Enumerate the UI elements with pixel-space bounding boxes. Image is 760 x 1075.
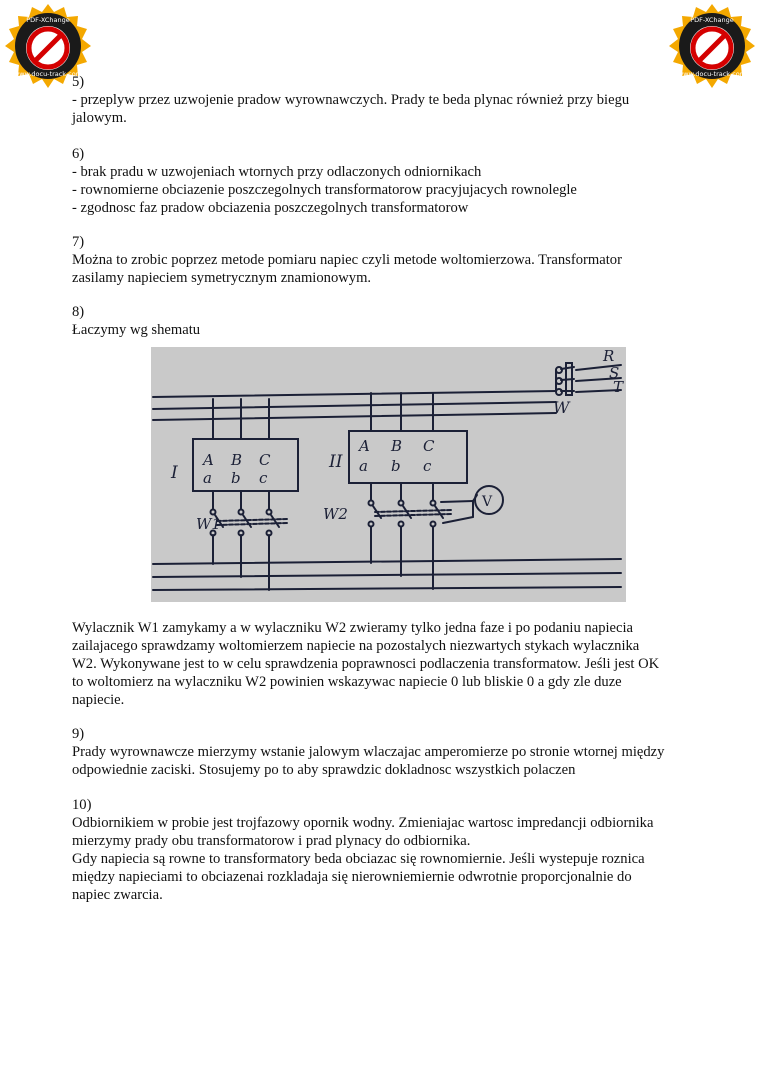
terminal-label: c (259, 469, 268, 487)
no-sign-icon (26, 26, 70, 70)
phase-label: T (613, 378, 624, 396)
terminal-label: b (391, 457, 401, 475)
text-line: W2. Wykonywane jest to w celu sprawdzenia poprawnosci podlaczenia transformatow. Jeśli jest OK (72, 656, 660, 672)
terminal-label: c (423, 457, 432, 475)
text-line: Łaczymy wg shematu (72, 322, 201, 338)
text-line: Gdy napiecia są rowne to transformatory beda obciazac się rownomiernie. Jeśli wystepuje roznica (72, 851, 645, 867)
text-line: - zgodnosc faz pradow obciazenia poszczegolnych transformatorow (72, 200, 469, 216)
terminal-label: B (391, 437, 403, 455)
switch-label: W1 (196, 515, 221, 533)
watermark-brand: PDF-XChange (26, 16, 70, 24)
terminal-label: b (231, 469, 241, 487)
terminal-label: a (203, 469, 212, 487)
section-6 (72, 145, 712, 217)
watermark-url: www.docu-track.com (13, 70, 83, 78)
section-7 (72, 233, 712, 287)
voltmeter-label: V (482, 494, 493, 510)
text-line: - przeplyw przez uzwojenie pradow wyrownawczych. Prady te beda plynac również przy biegu (72, 92, 630, 108)
terminal-label: C (423, 437, 435, 455)
wiring-diagram (151, 347, 626, 602)
text-line: zailajacego sprawdzamy woltomierzem napiecie na pozostalych niezwartych stykach wylacznika (72, 638, 640, 654)
section-5 (72, 73, 712, 127)
no-sign-icon (690, 26, 734, 70)
text-line: między napieciami to obciazenai rozkladaja się nierowniemiernie odwrotnie proporcjonalnie do (72, 869, 632, 885)
terminal-label: C (259, 451, 271, 469)
section-9 (72, 725, 712, 779)
section-number: 5) (72, 74, 85, 90)
watermark-url: www.docu-track.com (677, 70, 747, 78)
section-8-description (72, 619, 712, 709)
section-number: 6) (72, 146, 85, 162)
text-line: jalowym. (72, 110, 127, 126)
section-number: 7) (72, 234, 85, 250)
text-line: odpowiednie zaciski. Stosujemy po to aby sprawdzic dokladnosc wszystkich polaczen (72, 762, 576, 778)
text-line: zasilamy napieciem symetrycznym znamionowym. (72, 270, 372, 286)
phase-label: R (603, 347, 615, 365)
phase-label: S (609, 364, 620, 382)
section-number: 10) (72, 797, 92, 813)
text-line: napiecie. (72, 692, 125, 708)
text-line: to woltomierz na wylaczniku W2 powinien wskazywac napiecie 0 lub bliskie 0 a gdy zle duze (72, 674, 622, 690)
text-line: napiec zwarcia. (72, 887, 163, 903)
section-number: 9) (72, 726, 85, 742)
section-number: 8) (72, 304, 85, 320)
transformer-label: I (171, 463, 178, 483)
section-8 (72, 303, 712, 339)
switch-label: W2 (323, 505, 348, 523)
terminal-label: A (359, 437, 370, 455)
main-switch-label: W (553, 398, 570, 417)
text-line: Wylacznik W1 zamykamy a w wylaczniku W2 zwieramy tylko jedna faze i po podaniu napiecia (72, 620, 634, 636)
section-10 (72, 796, 712, 904)
watermark-brand: PDF-XChange (690, 16, 734, 24)
transformer-label: II (329, 452, 343, 472)
terminal-label: A (203, 451, 214, 469)
terminal-label: a (359, 457, 368, 475)
text-line: mierzymy prady obu transformatorow i prad plynacy do odbiornika. (72, 833, 471, 849)
text-line: Odbiornikiem w probie jest trojfazowy opornik wodny. Zmieniajac wartosc impredancji odbiornika (72, 815, 654, 831)
text-line: Można to zrobic poprzez metode pomiaru napiec czyli metode woltomierzowa. Transformator (72, 252, 622, 268)
text-line: Prady wyrownawcze mierzymy wstanie jalowym wlaczajac amperomierze po stronie wtornej między (72, 744, 665, 760)
terminal-label: B (231, 451, 243, 469)
text-line: - brak pradu w uzwojeniach wtornych przy odlaczonych odniornikach (72, 164, 482, 180)
text-line: - rownomierne obciazenie poszczegolnych transformatorow pracyjujacych rownolegle (72, 182, 577, 198)
